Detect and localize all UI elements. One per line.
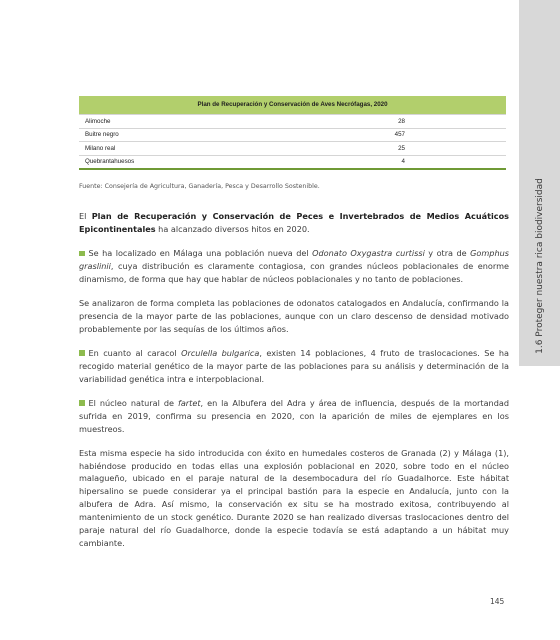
text: , cuya distribución es claramente contagiosa, con grandes núcleos poblacionales de enorme dinamismo, de forma que hay que hablar de núcleos poblacionales y no tanto de poblaciones. — [79, 260, 509, 284]
text: El núcleo natural de — [88, 397, 178, 408]
table-row — [79, 141, 506, 155]
section-side-label: 1.6 Proteger nuestra rica biodiversidad — [535, 178, 545, 354]
row-name: Milano real — [85, 144, 116, 152]
paragraph-analisis: Se analizaron de forma completa las poblaciones de odonatos catalogados en Andalucía, confirmando la presencia de la mayor parte de las poblaciones, aunque con un claro descenso de densidad motivado probablemente por las sequías de los últimos años. — [79, 297, 509, 334]
text: Se ha localizado en Málaga una población nueva del — [88, 248, 313, 258]
paragraph-odonatos — [79, 247, 509, 286]
species-name: fartet — [177, 397, 201, 408]
bullet-square-icon — [79, 251, 85, 257]
text: y otra de — [424, 248, 471, 258]
row-value: 28 — [398, 117, 405, 125]
row-value: 457 — [394, 131, 405, 139]
species-name: Odonato Oxygastra curtissi — [312, 248, 425, 258]
bullet-square-icon — [79, 400, 85, 406]
table-source: Fuente: Consejería de Agricultura, Ganadería, Pesca y Desarrollo Sostenible. — [79, 183, 320, 190]
paragraph-introduccion: Esta misma especie ha sido introducida con éxito en humedales costeros de Granada (2) y Málaga (1), habiéndose producido en todas ellas una explosión poblacional en 2020, sobre todo en el núcleo malagueño, ubicado en el paraje natural de la desembocadura del río Guadalhorce. Este hábitat hipersalino se puede considerar ya el principal bastión para la especie en Andalucía, junto con la albufera de Adra. Así mismo, la conservación ex situ se ha mostrado exitosa, contribuyendo al mantenimiento de un stock genético. Durante 2020 se han realizado diversas traslocaciones dentro del paraje natural del río Guadalhorce, donde la especie todavía se está adaptando a un hábitat muy cambiante. — [79, 447, 509, 548]
intro-text: El — [79, 211, 92, 221]
text: , en la Albufera del Adra y área de influencia, después de la mortandad sufrida en 2019, confirma su presencia en 2020, con la aparición de miles de ejemplares en los muestreos. — [79, 397, 509, 434]
body-text — [79, 210, 509, 561]
row-name: Quebrantahuesos — [85, 158, 135, 166]
bullet-square-icon — [79, 350, 85, 356]
row-value: 25 — [398, 144, 405, 152]
table-title: Plan de Recuperación y Conservación de Aves Necrófagas, 2020 — [79, 96, 506, 114]
row-name: Buitre negro — [85, 131, 119, 139]
text: , existen 14 poblaciones, 4 fruto de traslocaciones. Se ha recogido material genético de la mayor parte de las poblaciones para su análisis y determinación de la variabilidad genética intra e interpoblacional. — [79, 347, 509, 384]
table-row — [79, 155, 506, 169]
row-value: 4 — [401, 158, 405, 166]
species-name: Gomphus graslinii — [79, 248, 509, 271]
paragraph-fartet — [79, 397, 509, 436]
table-row — [79, 128, 506, 142]
page-number: 145 — [490, 597, 505, 606]
plan-name: Plan de Recuperación y Conservación de Peces e Invertebrados de Medios Acuáticos Epicontinentales — [79, 211, 509, 234]
row-name: Alimoche — [85, 117, 111, 125]
data-table — [79, 96, 506, 170]
intro-text-end: ha alcanzado diversos hitos en 2020. — [155, 223, 310, 234]
intro-paragraph — [79, 210, 509, 236]
text: En cuanto al caracol — [88, 347, 182, 358]
table-row — [79, 114, 506, 128]
species-name: Orculella bulgarica — [181, 347, 260, 358]
paragraph-caracol — [79, 347, 509, 386]
